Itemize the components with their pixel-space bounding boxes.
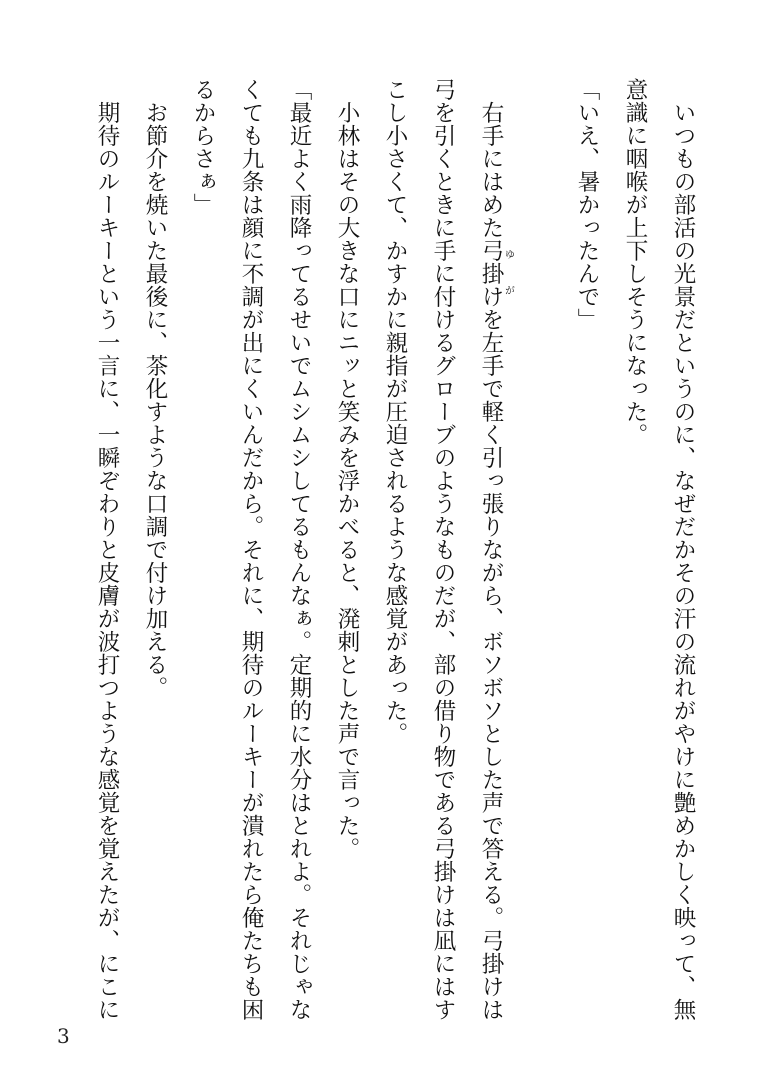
text-line: お節介を焼いた最後に、茶化すような口調で付け加える。 bbox=[142, 78, 168, 699]
text-line: 意識に咽喉が上下しそうになった。 bbox=[622, 78, 648, 446]
text-line: 期待のルーキーという一言に、一瞬ぞわりと皮膚が波打つような感覚を覚えたが、にこに bbox=[94, 78, 120, 1021]
body-text bbox=[83, 78, 707, 1021]
text-line: 小林はその大きな口にニッと笑みを浮かべると、溌剌とした声で言った。 bbox=[334, 78, 360, 860]
text-segment: 右手にはめた bbox=[478, 78, 504, 239]
text-line-with-ruby bbox=[467, 78, 515, 1021]
text-line: 「最近よく雨降ってるせいでムシムシしてるもんなぁ。定期的に水分はとれよ。それじゃな bbox=[286, 78, 312, 1021]
ruby-base: 弓掛け bbox=[478, 239, 504, 308]
text-line: 弓を引くときに手に付けるグローブのようなものだが、部の借り物である弓掛けは凪にはす bbox=[430, 78, 456, 1021]
page-number: 3 bbox=[57, 1024, 70, 1048]
blank-line bbox=[515, 78, 563, 101]
ruby-annotation bbox=[478, 239, 514, 308]
text-line: るからさぁ」 bbox=[190, 78, 216, 216]
text-line: こし小さくて、かすかに親指が圧迫されるような感覚があった。 bbox=[382, 78, 408, 745]
text-segment: を左手で軽く引っ張りながら、ボソボソとした声で答える。弓掛けは bbox=[478, 308, 504, 1021]
text-line: 「いえ、暑かったんで」 bbox=[574, 78, 600, 331]
text-line: くても九条は顔に不調が出にくいんだから。それに、期待のルーキーが潰れたら俺たちも困 bbox=[238, 78, 264, 1021]
text-line: いつもの部活の光景だというのに、なぜだかその汗の流れがやけに艶めかしく映って、無 bbox=[670, 78, 696, 1021]
ruby-reading: ゆが bbox=[502, 239, 514, 308]
